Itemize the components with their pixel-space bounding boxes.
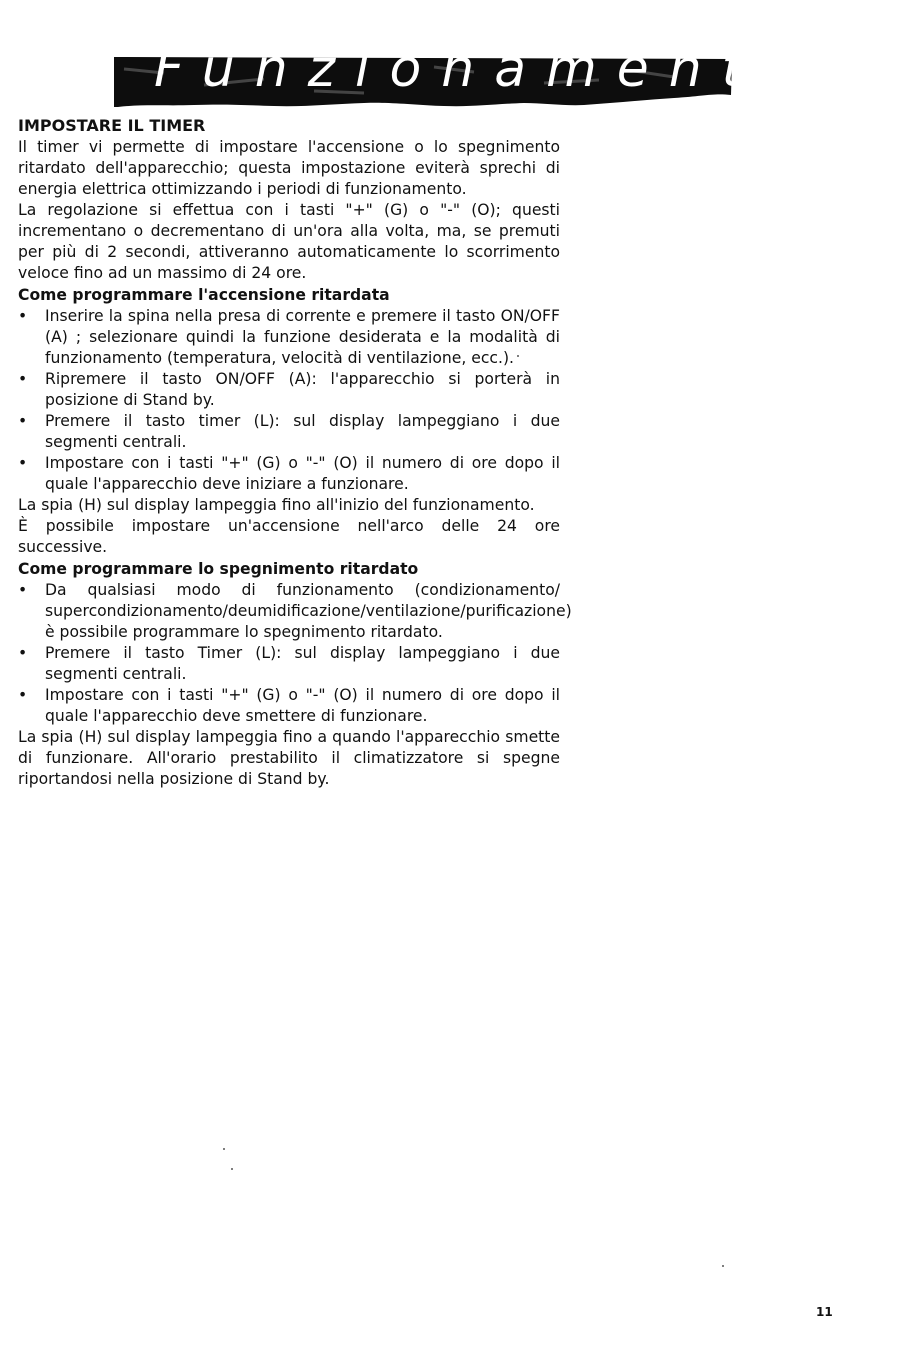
section-banner (114, 39, 814, 108)
note-paragraph: La spia (H) sul display lampeggia fino all'inizio del funzionamento. (18, 496, 535, 514)
scan-speck (223, 1148, 225, 1150)
page-number: 11 (816, 1305, 833, 1319)
scan-speck (517, 355, 519, 357)
list-item: • Ripremere il tasto ON/OFF (A): l'apparecchio si porterà in posizione di Stand by. (18, 369, 560, 411)
document-body (18, 116, 572, 790)
scan-speck (722, 1265, 724, 1267)
intro-paragraph: La regolazione si effettua con i tasti "+" (G) o "-" (O); questi incrementano o decrementano di un'ora alla volta, ma, se premuti per più di 2 secondi, attiveranno automaticamente lo scorrimento veloce fino ad un massimo di 24 ore. (18, 201, 560, 282)
list-item: • Inserire la spina nella presa di corrente e premere il tasto ON/OFF (A) ; selezionare quindi la funzione desiderata e la modalità di funzionamento (temperatura, velocità di ventilazione, ecc.). (18, 306, 560, 369)
note-paragraph: La spia (H) sul display lampeggia fino a quando l'apparecchio smette di funzionare. All'orario prestabilito il climatizzatore si spegne riportandosi nella posizione di Stand by. (18, 728, 560, 788)
list-item: • Premere il tasto timer (L): sul display lampeggiano i due segmenti centrali. (18, 411, 560, 453)
subsection-title-delayed-on: Come programmare l'accensione ritardata (18, 286, 390, 304)
subsection-title-delayed-off: Come programmare lo spegnimento ritardato (18, 560, 419, 578)
delayed-on-steps (18, 306, 560, 495)
delayed-off-steps (18, 580, 572, 727)
list-item: • Impostare con i tasti "+" (G) o "-" (O) il numero di ore dopo il quale l'apparecchio deve iniziare a funzionare. (18, 453, 560, 495)
section-title: IMPOSTARE IL TIMER (18, 116, 206, 135)
list-item: • Da qualsiasi modo di funzionamento (condizionamento/ supercondizionamento/deumidificazione/ventilazione/purificazione) è possibile programmare lo spegnimento ritardato. (18, 580, 560, 643)
intro-paragraph: Il timer vi permette di impostare l'accensione o lo spegnimento ritardato dell'apparecchio; questa impostazione eviterà sprechi di energia elettrica ottimizzando i periodi di funzionamento. (18, 138, 560, 198)
list-item: • Impostare con i tasti "+" (G) o "-" (O) il numero di ore dopo il quale l'apparecchio deve smettere di funzionare. (18, 685, 560, 727)
banner-title: Funzionamento (154, 39, 814, 99)
list-item: • Premere il tasto Timer (L): sul display lampeggiano i due segmenti centrali. (18, 643, 560, 685)
scan-speck (231, 1168, 233, 1170)
note-paragraph: È possibile impostare un'accensione nell'arco delle 24 ore successive. (18, 517, 560, 556)
